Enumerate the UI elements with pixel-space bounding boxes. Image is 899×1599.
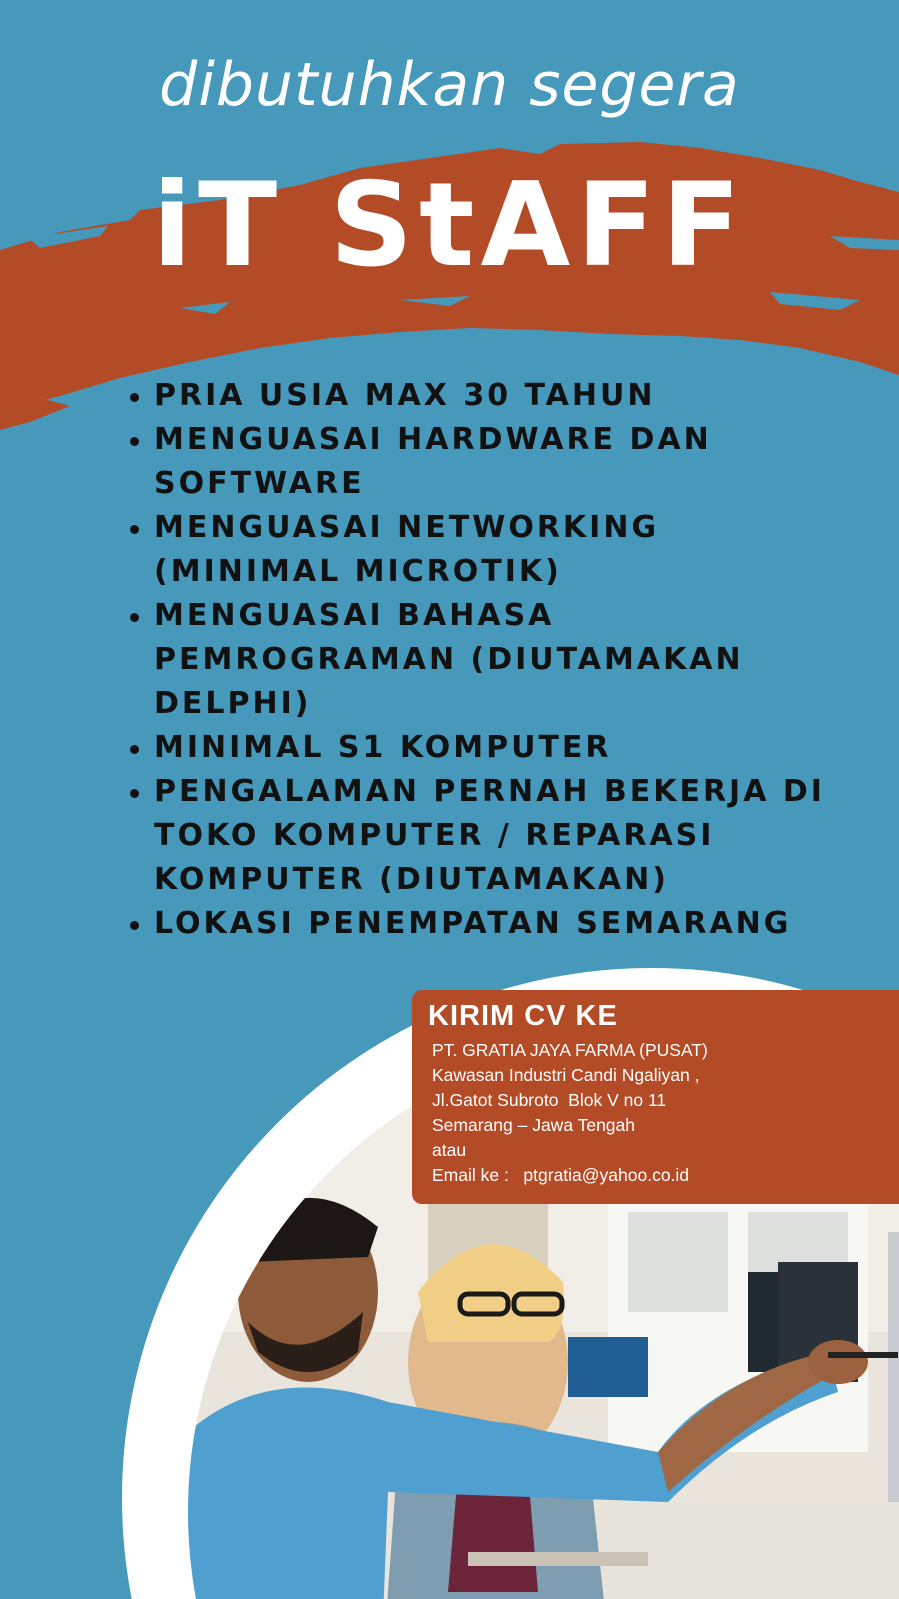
contact-panel: [412, 990, 899, 1204]
address-city: Semarang – Jawa Tengah: [432, 1115, 636, 1135]
address-line-2: Jl.Gatot Subroto Blok V no 11: [432, 1090, 667, 1110]
contact-title: KIRIM CV KE: [428, 1000, 618, 1032]
requirements-list: [130, 374, 850, 946]
requirement-item: MINIMAL S1 KOMPUTER: [130, 726, 850, 770]
requirement-item: LOKASI PENEMPATAN SEMARANG: [130, 902, 850, 946]
requirement-item: MENGUASAI NETWORKING (MINIMAL MICROTIK): [130, 506, 850, 594]
address-line-1: Kawasan Industri Candi Ngaliyan ,: [432, 1065, 700, 1085]
requirement-item: MENGUASAI BAHASA PEMROGRAMAN (DIUTAMAKAN DELPHI): [130, 594, 850, 726]
requirement-item: PRIA USIA MAX 30 TAHUN: [130, 374, 850, 418]
contact-details: [432, 1038, 708, 1188]
email-line[interactable]: Email ke : ptgratia@yahoo.co.id: [432, 1165, 690, 1185]
or-text: atau: [432, 1140, 467, 1160]
job-title: iT StAFF: [152, 158, 747, 293]
requirement-item: MENGUASAI HARDWARE DAN SOFTWARE: [130, 418, 850, 506]
company-name: PT. GRATIA JAYA FARMA (PUSAT): [432, 1040, 708, 1060]
requirement-item: PENGALAMAN PERNAH BEKERJA DI TOKO KOMPUTER / REPARASI KOMPUTER (DIUTAMAKAN): [130, 770, 850, 902]
headline: dibutuhkan segera: [159, 50, 740, 120]
